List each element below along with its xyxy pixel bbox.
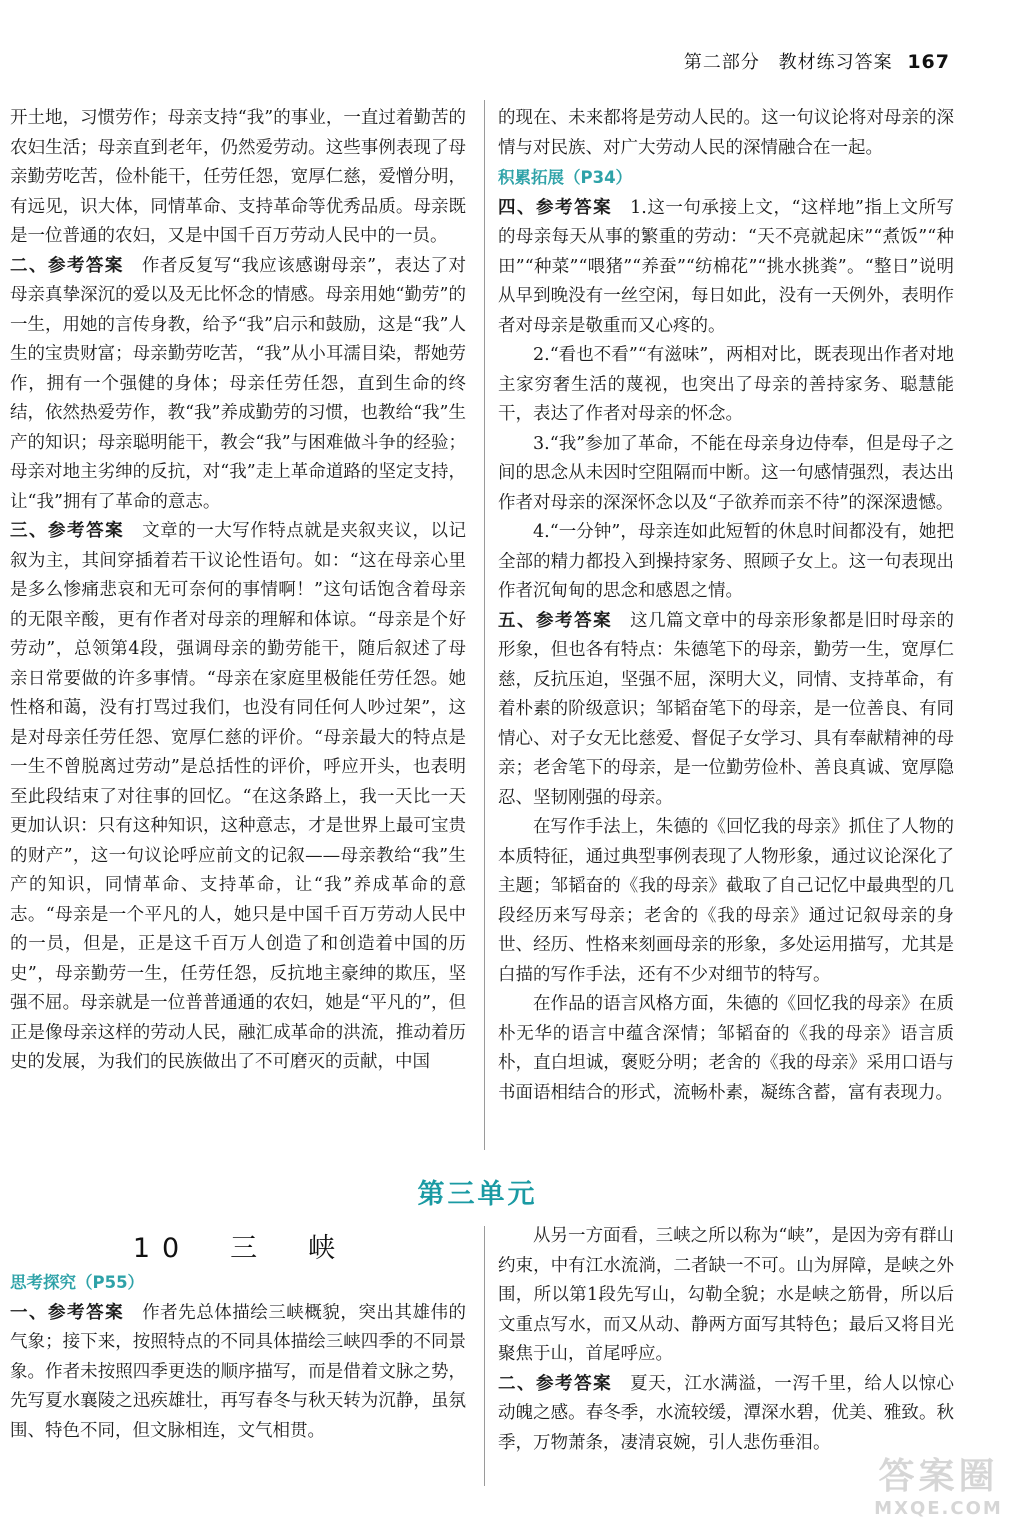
answer-label: 五、参考答案 bbox=[498, 610, 613, 631]
right-column-bottom bbox=[498, 1222, 954, 1458]
page-number: 167 bbox=[907, 51, 950, 73]
section-label: 积累拓展（P34） bbox=[498, 168, 633, 187]
answer-text: 作者先总体描绘三峡概貌，突出其雄伟的气象；接下来，按照特点的不同具体描绘三峡四季的不同景象。作者未按照四季更迭的顺序描写，而是借着文脉之势，先写夏水襄陵之迅疾雄壮，再写春冬与秋天转为沉静，虽氛围、特色不同，但文脉相连，文气相贯。 bbox=[10, 1302, 466, 1441]
watermark-text: 答案圈 bbox=[878, 1456, 999, 1497]
paragraph: 的现在、未来都将是劳动人民的。这一句议论将对母亲的深情与对民族、对广大劳动人民的深情融合在一起。 bbox=[498, 108, 954, 158]
column-divider bbox=[484, 100, 485, 1150]
section-heading bbox=[498, 163, 954, 194]
answer-text: 这几篇文章中的母亲形象都是旧时母亲的形象，但也各有特点：朱德笔下的母亲，勤劳一生，宽厚仁慈，反抗压迫，坚强不屈，深明大义，同情、支持革命，有着朴素的阶级意识；邹韬奋笔下的母亲，是一位善良、有同情心、对子女无比慈爱、督促子女学习、具有奉献精神的母亲；老舍笔下的母亲，是一位勤劳俭朴、善良真诚、宽厚隐忍、坚韧刚强的母亲。 bbox=[498, 610, 954, 808]
section-heading bbox=[10, 1268, 466, 1299]
answer-text: 文章的一大写作特点就是夹叙夹议，以记叙为主，其间穿插着若干议论性语句。如：“这在母亲心里是多么惨痛悲哀和无可奈何的事情啊！”这句话饱含着母亲的无限辛酸，更有作者对母亲的理解和体谅。“母亲是个好劳动”，总领第4段，强调母亲的勤劳能干，随后叙述了母亲日常要做的许多事情。“母亲在家庭里极能任劳任怨。她性格和蔼，没有打骂过我们，也没有同任何人吵过架”，这是对母亲任劳任怨、宽厚仁慈的评价。“母亲最大的特点是一生不曾脱离过劳动”是总括性的评价，呼应开头，也表明至此段结束了对往事的回忆。“在这条路上，我一天比一天更加认识：只有这种知识，这种意志，才是世界上最可宝贵的财产”，这一句议论呼应前文的记叙——母亲教给“我”生产的知识，同情革命、支持革命，让“我”养成革命的意志。“母亲是一个平凡的人，她只是中国千百万劳动人民中的一员，但是，正是这千百万人创造了和创造着中国的历史”，母亲勤劳一生，任劳任怨，反抗地主豪绅的欺压，坚强不屈。母亲就是一位普普通通的农妇，她是“平凡的”，但正是像母亲这样的劳动人民，融汇成革命的洪流，推动着历史的发展，为我们的民族做出了不可磨灭的贡献，中国 bbox=[10, 521, 466, 1072]
header-section: 教材练习答案 bbox=[778, 52, 893, 73]
paragraph: 在写作手法上，朱德的《回忆我的母亲》抓住了人物的本质特征，通过典型事例表现了人物形象，通过议论深化了主题；邹韬奋的《我的母亲》截取了自己记忆中最典型的几段经历来写母亲；老舍的《我的母亲》通过记叙母亲的身世、经历、性格来刻画母亲的形象，多处运用描写，尤其是白描的写作手法，还有不少对细节的特写。 bbox=[498, 817, 954, 985]
right-column-top bbox=[498, 104, 954, 1108]
answer-2 bbox=[10, 252, 466, 518]
left-column-bottom bbox=[10, 1268, 466, 1446]
paragraph: 4.“一分钟”，母亲连如此短暂的休息时间都没有，她把全部的精力都投入到操持家务、照顾子女上。这一句表现出作者沉甸甸的思念和感恩之情。 bbox=[498, 522, 954, 601]
answer-5 bbox=[498, 607, 954, 814]
watermark-url: MXQE.COM bbox=[874, 1498, 1003, 1519]
answer-label: 二、参考答案 bbox=[498, 1373, 613, 1394]
answer-text: 1.这一句承接上文，“这样地”指上文所写的母亲每天从事的繁重的劳动：“天不亮就起床”“煮饭”“种田”“种菜”“喂猪”“养蚕”“纺棉花”“挑水挑粪”。“整日”说明从早到晚没有一丝空闲，每日如此，没有一天例外，表明作者对母亲是敬重而又心疼的。 bbox=[498, 197, 955, 336]
page-header bbox=[684, 48, 950, 74]
answer-label: 四、参考答案 bbox=[498, 197, 613, 218]
answer-1 bbox=[10, 1299, 466, 1447]
answer-text: 作者反复写“我应该感谢母亲”，表达了对母亲真挚深沉的爱以及无比怀念的情感。母亲用她“勤劳”的一生，用她的言传身教，给予“我”启示和鼓励，这是“我”人生的宝贵财富；母亲勤劳吃苦，“我”从小耳濡目染，帮她劳作，拥有一个强健的身体；母亲任劳任怨，直到生命的终结，依然热爱劳作，教“我”养成勤劳的习惯，也教给“我”生产的知识；母亲聪明能干，教会“我”与困难做斗争的经验；母亲对地主劣绅的反抗，对“我”走上革命道路的坚定支持，让“我”拥有了革命的意志。 bbox=[10, 255, 466, 512]
lesson-title: 10 三 峡 bbox=[132, 1233, 348, 1264]
column-divider bbox=[484, 1226, 485, 1486]
unit-title: 第三单元 bbox=[417, 1179, 538, 1210]
answer-4 bbox=[498, 194, 954, 342]
paragraph: 在作品的语言风格方面，朱德的《回忆我的母亲》在质朴无华的语言中蕴含深情；邹韬奋的《我的母亲》语言质朴，直白坦诚，褒贬分明；老舍的《我的母亲》采用口语与书面语相结合的形式，流畅朴素，凝练含蓄，富有表现力。 bbox=[498, 994, 954, 1103]
section-label: 思考探究（P55） bbox=[10, 1273, 145, 1292]
answer-label: 二、参考答案 bbox=[10, 255, 124, 276]
answer-2 bbox=[498, 1370, 954, 1459]
answer-text: 夏天，江水满溢，一泻千里，给人以惊心动魄之感。春冬季，水流较缓，潭深水碧，优美、雅致。秋季，万物萧条，凄清哀婉，引人悲伤垂泪。 bbox=[498, 1373, 954, 1453]
header-part: 第二部分 bbox=[683, 52, 760, 73]
answer-label: 一、参考答案 bbox=[10, 1302, 125, 1323]
answer-3 bbox=[10, 517, 466, 1078]
paragraph: 2.“看也不看”“有滋味”，两相对比，既表现出作者对地主家穷奢生活的蔑视，也突出了母亲的善持家务、聪慧能干，表达了作者对母亲的怀念。 bbox=[498, 345, 954, 424]
paragraph: 开土地，习惯劳作；母亲支持“我”的事业，一直过着勤苦的农妇生活；母亲直到老年，仍然爱劳动。这些事例表现了母亲勤劳吃苦，俭朴能干，任劳任怨，宽厚仁慈，爱憎分明，有远见，识大体，同情革命、支持革命等优秀品质。母亲既是一位普通的农妇，又是中国千百万劳动人民中的一员。 bbox=[10, 108, 466, 246]
paragraph: 从另一方面看，三峡之所以称为“峡”，是因为旁有群山约束，中有江水流淌，二者缺一不可。山为屏障，是峡之外围，所以第1段先写山，勾勒全貌；水是峡之筋骨，所以后文重点写水，而又从动、静两方面写其特色；最后又将目光聚焦于山，首尾呼应。 bbox=[498, 1226, 954, 1364]
paragraph: 3.“我”参加了革命，不能在母亲身边侍奉，但是母子之间的思念从未因时空阻隔而中断。这一句感情强烈，表达出作者对母亲的深深怀念以及“子欲养而亲不待”的深深遗憾。 bbox=[498, 433, 954, 513]
watermark-logo bbox=[861, 1456, 1016, 1526]
left-column-top bbox=[10, 104, 466, 1078]
answer-label: 三、参考答案 bbox=[10, 521, 125, 541]
